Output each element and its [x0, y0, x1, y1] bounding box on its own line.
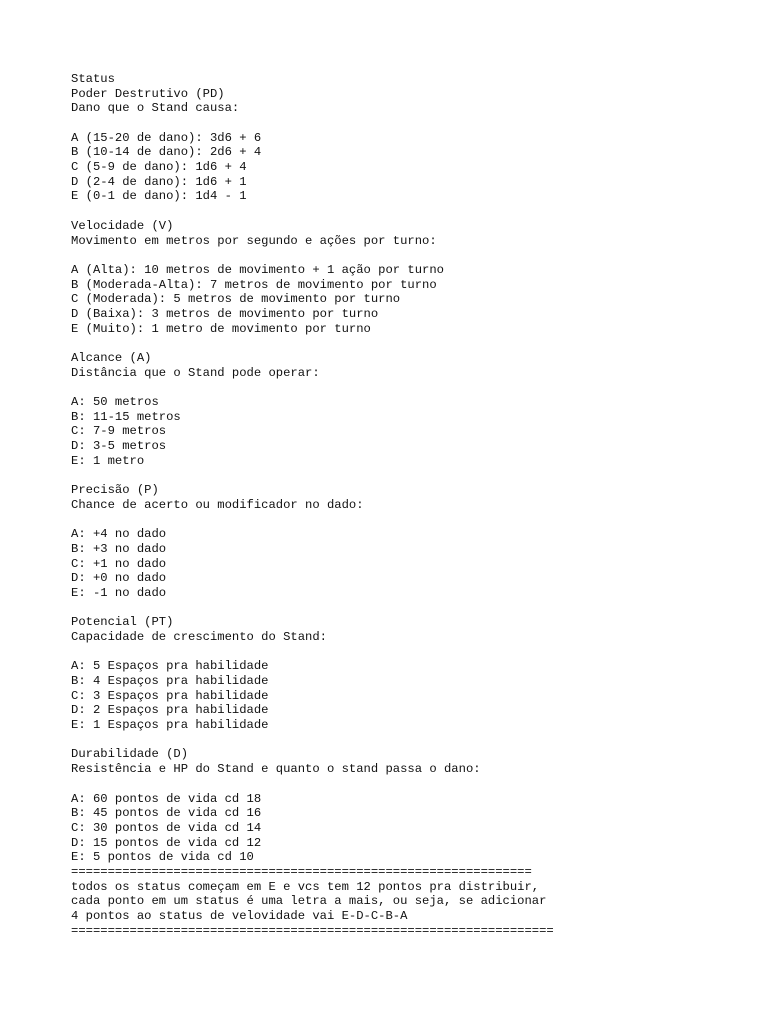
list-item: A (Alta): 10 metros de movimento + 1 ação por turno	[71, 262, 444, 277]
list-item: B: 45 pontos de vida cd 16	[71, 806, 262, 821]
list-item: A: 60 pontos de vida cd 18	[71, 791, 262, 806]
list-item: D: 3-5 metros	[71, 439, 167, 454]
section-heading: Potencial (PT)	[71, 615, 174, 630]
list-item: E: 1 Espaços pra habilidade	[71, 718, 269, 733]
list-item: B: 11-15 metros	[71, 409, 181, 424]
list-item: E (0-1 de dano): 1d4 - 1	[71, 189, 247, 204]
list-item: D (Baixa): 3 metros de movimento por turno	[71, 306, 379, 321]
status-section-alcance	[71, 351, 761, 468]
status-section-potencial	[71, 615, 761, 732]
status-section-poder-destrutivo	[71, 87, 761, 204]
note-line: todos os status começam em E e vcs tem 12 pontos pra distribuir,	[71, 879, 540, 894]
blank-line	[71, 468, 761, 483]
status-section-precisao	[71, 483, 761, 600]
list-item: C: 3 Espaços pra habilidade	[71, 688, 269, 703]
blank-line	[71, 733, 761, 748]
section-heading: Poder Destrutivo (PD)	[71, 86, 225, 101]
separator-bottom: ==================================================================	[71, 923, 554, 938]
status-section-velocidade	[71, 219, 761, 336]
section-description: Movimento em metros por segundo e ações por turno:	[71, 233, 437, 248]
list-item: A: 50 metros	[71, 395, 159, 410]
section-description: Distância que o Stand pode operar:	[71, 365, 320, 380]
list-item: D: +0 no dado	[71, 571, 167, 586]
list-item: A (15-20 de dano): 3d6 + 6	[71, 130, 262, 145]
section-heading: Velocidade (V)	[71, 218, 174, 233]
status-section-durabilidade	[71, 747, 761, 864]
list-item: D: 2 Espaços pra habilidade	[71, 703, 269, 718]
separator-top: ===============================================================	[71, 864, 532, 879]
blank-line	[71, 204, 761, 219]
list-item: B: 4 Espaços pra habilidade	[71, 674, 269, 689]
blank-line	[71, 380, 761, 395]
blank-line	[71, 116, 761, 131]
blank-line	[71, 645, 761, 660]
list-item: A: 5 Espaços pra habilidade	[71, 659, 269, 674]
section-heading: Precisão (P)	[71, 483, 159, 498]
list-item: A: +4 no dado	[71, 527, 167, 542]
list-item: E: 1 metro	[71, 453, 145, 468]
blank-line	[71, 513, 761, 528]
list-item: D (2-4 de dano): 1d6 + 1	[71, 174, 247, 189]
list-item: C: 30 pontos de vida cd 14	[71, 820, 262, 835]
section-description: Resistência e HP do Stand e quanto o stand passa o dano:	[71, 762, 481, 777]
list-item: C (Moderada): 5 metros de movimento por turno	[71, 292, 401, 307]
list-item: C: 7-9 metros	[71, 424, 167, 439]
list-item: B (10-14 de dano): 2d6 + 4	[71, 145, 262, 160]
list-item: E (Muito): 1 metro de movimento por turno	[71, 321, 371, 336]
document-title: Status	[71, 72, 115, 86]
section-description: Capacidade de crescimento do Stand:	[71, 630, 327, 644]
blank-line	[71, 248, 761, 263]
list-item: E: -1 no dado	[71, 585, 167, 600]
list-item: E: 5 pontos de vida cd 10	[71, 850, 254, 865]
list-item: B: +3 no dado	[71, 541, 167, 556]
section-description: Chance de acerto ou modificador no dado:	[71, 497, 364, 512]
list-item: D: 15 pontos de vida cd 12	[71, 835, 262, 850]
notes-block	[71, 880, 761, 924]
list-item: C (5-9 de dano): 1d6 + 4	[71, 160, 247, 175]
document-page	[71, 72, 761, 938]
section-heading: Durabilidade (D)	[71, 747, 189, 762]
note-line: 4 pontos ao status de velovidade vai E-D-C-B-A	[71, 909, 408, 924]
section-description: Dano que o Stand causa:	[71, 101, 240, 116]
note-line: cada ponto em um status é uma letra a mais, ou seja, se adicionar	[71, 894, 547, 909]
blank-line	[71, 777, 761, 792]
section-heading: Alcance (A)	[71, 351, 152, 365]
blank-line	[71, 336, 761, 351]
list-item: B (Moderada-Alta): 7 metros de movimento por turno	[71, 277, 437, 292]
list-item: C: +1 no dado	[71, 556, 167, 571]
blank-line	[71, 601, 761, 616]
